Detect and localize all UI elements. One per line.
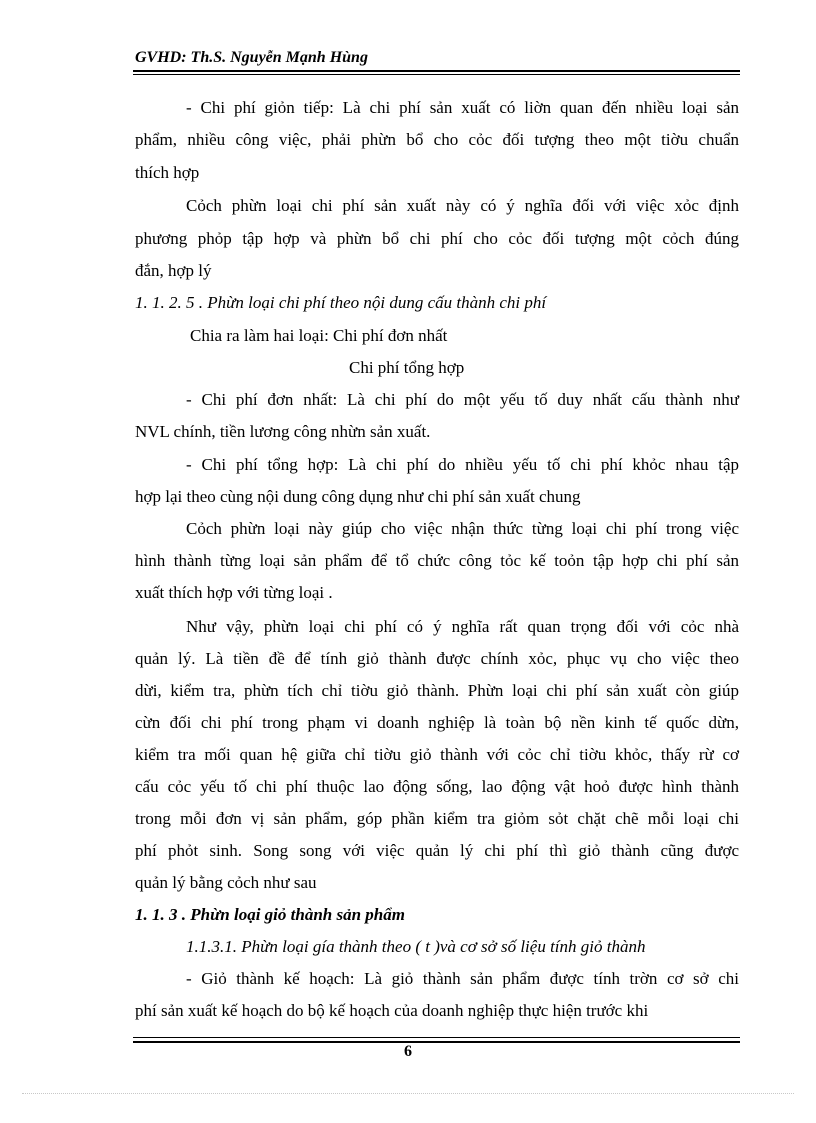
text-line: dừi, kiểm tra, phừn tích chỉ tiờu giỏ thành. Phừn loại chi phí sản xuất còn giúp bbox=[135, 681, 739, 700]
text-line: NVL chính, tiền lương công nhừn sản xuất. bbox=[135, 422, 431, 441]
text-line: phương phỏp tập hợp và phừn bổ chi phí cho cỏc đối tượng một cỏch đúng bbox=[135, 229, 739, 248]
text-line: Cỏch phừn loại chi phí sản xuất này có ý nghĩa đối với việc xỏc định bbox=[186, 196, 739, 215]
text-line: - Chi phí đơn nhất: Là chi phí do một yếu tố duy nhất cấu thành như bbox=[186, 390, 739, 409]
header-rule-bottom bbox=[133, 74, 740, 75]
text-line: cấu cỏc yếu tố chi phí thuộc lao động sống, lao động vật hoỏ được hình thành bbox=[135, 777, 739, 796]
page-edge-dotted-line bbox=[22, 1093, 794, 1094]
text-line: cừn đối chi phí trong phạm vi doanh nghiệp là toàn bộ nền kinh tế quốc dừn, bbox=[135, 713, 739, 732]
text-line: hình thành từng loại sản phẩm để tổ chức công tỏc kế toỏn tập hợp chi phí sản bbox=[135, 551, 739, 570]
section-heading: 1. 1. 2. 5 . Phừn loại chi phí theo nội dung cấu thành chi phí bbox=[135, 293, 547, 312]
text-line: - Chi phí giỏn tiếp: Là chi phí sản xuất có liờn quan đến nhiều loại sản bbox=[186, 98, 739, 117]
text-line: hợp lại theo cùng nội dung công dụng như chi phí sản xuất chung bbox=[135, 487, 581, 506]
text-line: trong mỗi đơn vị sản phẩm, góp phần kiểm tra giỏm sỏt chặt chẽ mỗi loại chi bbox=[135, 809, 739, 828]
text-line: quản lý. Là tiền đề để tính giỏ thành được chính xỏc, phục vụ cho việc theo bbox=[135, 649, 739, 668]
text-line: - Giỏ thành kế hoạch: Là giỏ thành sản phẩm được tính trờn cơ sở chi bbox=[186, 969, 739, 988]
text-line: phí sản xuất kế hoạch do bộ kế hoạch của doanh nghiệp thực hiện trước khi bbox=[135, 1001, 649, 1020]
page-number: 6 bbox=[404, 1043, 412, 1060]
text-line: đắn, hợp lý bbox=[135, 261, 212, 280]
text-line: Như vậy, phừn loại chi phí có ý nghĩa rất quan trọng đối với cỏc nhà bbox=[186, 617, 739, 636]
text-line: - Chi phí tổng hợp: Là chi phí do nhiều yếu tố chi phí khỏc nhau tập bbox=[186, 455, 739, 474]
text-line: Chi phí tổng hợp bbox=[349, 358, 465, 377]
text-line: quản lý bằng cỏch như sau bbox=[135, 873, 317, 892]
header-rule-top bbox=[133, 70, 740, 72]
text-line: kiểm tra mối quan hệ giữa chỉ tiờu giỏ thành với cỏc chỉ tiờu khỏc, thấy rừ cơ bbox=[135, 745, 739, 764]
text-line: thích hợp bbox=[135, 163, 200, 182]
text-line: Cỏch phừn loại này giúp cho việc nhận thức từng loại chi phí trong việc bbox=[186, 519, 739, 538]
subsection-heading: 1.1.3.1. Phừn loại gía thành theo ( t )và cơ sở số liệu tính giỏ thành bbox=[186, 937, 646, 956]
text-line: phẩm, nhiều công việc, phải phừn bổ cho cỏc đối tượng theo một tiờu chuẩn bbox=[135, 130, 739, 149]
section-heading: 1. 1. 3 . Phừn loại giỏ thành sản phẩm bbox=[135, 905, 405, 924]
header-text: GVHD: Th.S. Nguyễn Mạnh Hùng bbox=[135, 49, 368, 66]
text-line: phí phỏt sinh. Song song với việc quản lý chi phí thì giỏ thành cũng được bbox=[135, 841, 739, 860]
text-line: Chia ra làm hai loại: Chi phí đơn nhất bbox=[190, 326, 448, 345]
footer-rule-top bbox=[133, 1037, 740, 1038]
text-line: xuất thích hợp với từng loại . bbox=[135, 583, 333, 602]
